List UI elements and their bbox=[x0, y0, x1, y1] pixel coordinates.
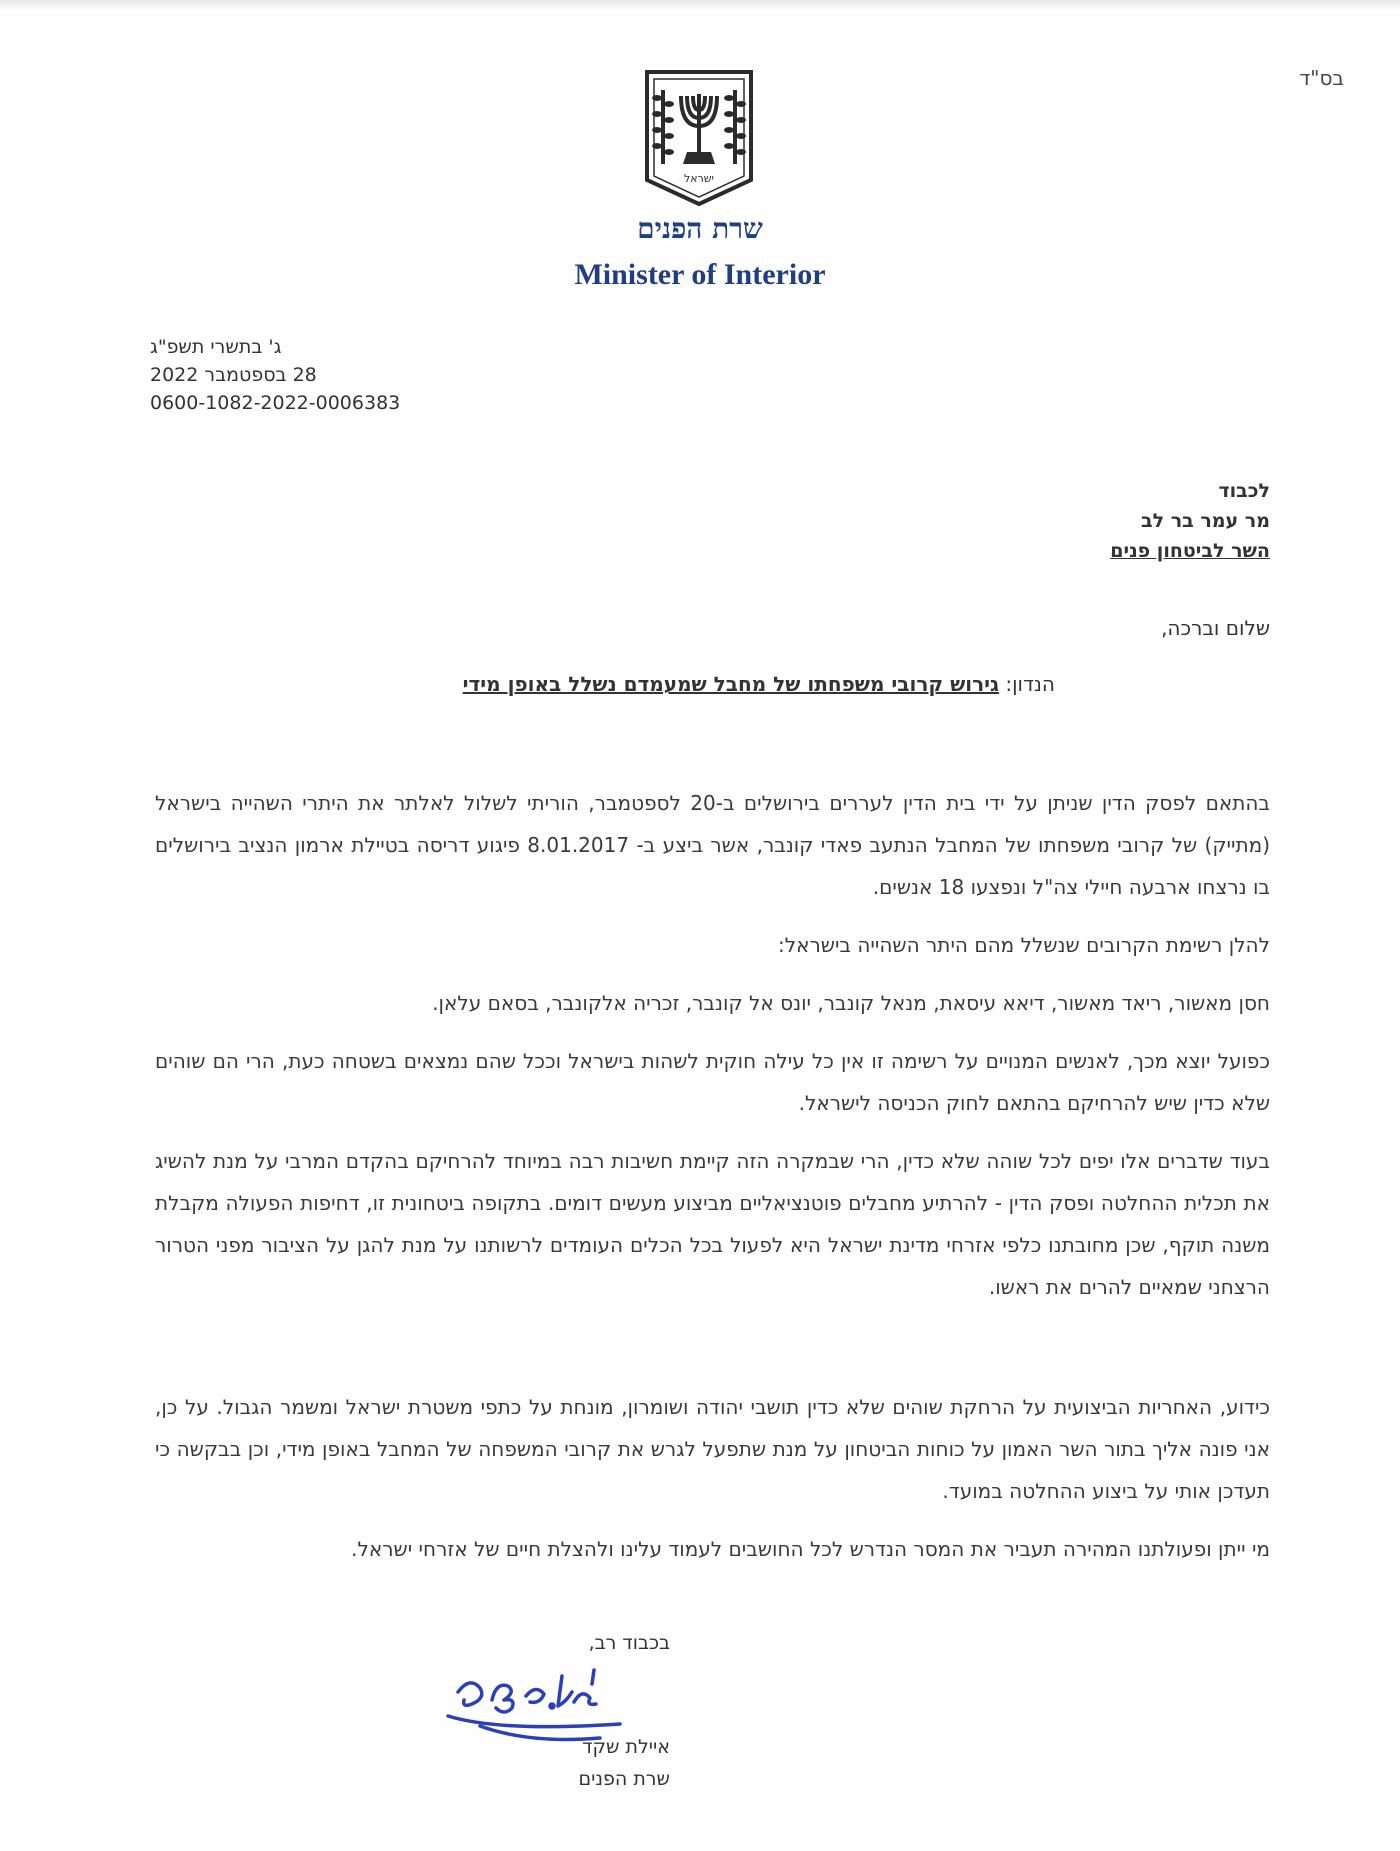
body-paragraph-5: בעוד שדברים אלו יפים לכל שוהה שלא כדין, הרי שבמקרה הזה קיימת חשיבות רבה במיוחד להרחיקם בהקדם המרבי על מנת להשיג את תכלית ההחלטה ופסק הדין - להרתיע מחבלים פוטנציאליים מביצוע מעשים דומים. בתקופה ביטחונית זו, דחיפות הפעולה מקבלת משנה תוקף, שכן מחובתנו כלפי אזרחי מדינת ישראל היא לפעול בכל הכלים העומדים לרשותנו על מנת להגן על הציבור מפני הטרור הרצחני שמאיים להרים את ראשו. bbox=[155, 1149, 1270, 1299]
date-block bbox=[150, 333, 470, 417]
emblem-caption: ישראל bbox=[683, 172, 715, 185]
body-paragraph-7: מי ייתן ופעולתנו המהירה תעביר את המסר הנדרש לכל החושבים לעמוד עלינו ולהצלת חיים של אזרחי ישראל. bbox=[351, 1537, 1270, 1561]
signer-title: שרת הפנים bbox=[578, 1768, 670, 1790]
page-top-shadow bbox=[0, 0, 1400, 10]
addressee-line-2: מר עמר בר לב bbox=[1141, 510, 1270, 532]
body-paragraph-6: כידוע, האחריות הביצועית על הרחקת שוהים שלא כדין תושבי יהודה ושומרון, מונחת על כתפי משטרת ישראל ומשמר הגבול. על כן, אני פונה אליך בתור השר האמון על כוחות הביטחון על מנת שתפעל לגרש את קרובי המשפחה של המחבל באופן מידי, וכן בבקשה כי תעדכן אותי על ביצוע ההחלטה במועד. bbox=[155, 1395, 1270, 1503]
ministry-name-hebrew: שרת הפנים bbox=[637, 212, 763, 245]
subject-line bbox=[463, 672, 1055, 696]
subject-text: גירוש קרובי משפחתו של מחבל שמעמדם נשלל באופן מידי bbox=[462, 672, 999, 696]
letter-body bbox=[155, 782, 1270, 1586]
subject-label: הנדון: bbox=[1005, 672, 1055, 696]
addressee-line-1: לכבוד bbox=[1218, 480, 1270, 502]
body-paragraph-4: כפועל יוצא מכך, לאנשים המנויים על רשימה זו אין כל עילה חוקית לשהות בישראל וככל שהם נמצאים בשטחה כעת, הרי הם שוהים שלא כדין שיש להרחיקם בהתאם לחוק הכניסה לישראל. bbox=[155, 1049, 1270, 1115]
greeting: שלום וברכה, bbox=[1161, 616, 1270, 640]
body-paragraph-1: בהתאם לפסק הדין שניתן על ידי בית הדין לעררים בירושלים ב-20 לספטמבר, הוריתי לשלול לאלתר את היתרי השהייה בישראל (מתייק) של קרובי משפחתו של המחבל הנתעב פאדי קונבר, אשר ביצע ב- 8.01.2017 פיגוע דריסה בטיילת ארמון הנציב בירושלים בו נרצחו ארבעה חיילי צה"ל ונפצעו 18 אנשים. bbox=[155, 791, 1271, 899]
ministry-name-english: Minister of Interior bbox=[574, 258, 826, 291]
state-of-israel-emblem-icon bbox=[641, 68, 757, 208]
closing-salutation: בכבוד רב, bbox=[588, 1632, 670, 1654]
reference-number: 0600-1082-2022-0006383 bbox=[150, 392, 401, 414]
body-paragraph-2: להלן רשימת הקרובים שנשלל מהם היתר השהייה בישראל: bbox=[778, 933, 1270, 957]
addressee-block bbox=[870, 476, 1270, 566]
addressee-line-3: השר לביטחון פנים bbox=[1110, 540, 1270, 562]
signer-name: איילת שקד bbox=[582, 1736, 670, 1758]
hebrew-date: ג' בתשרי תשפ"ג bbox=[150, 336, 282, 358]
body-paragraph-3: חסן מאשור, ריאד מאשור, דיאא עיסאת, מנאל קונבר, יונס אל קונבר, זכריה אלקונבר, בסאם עלאן. bbox=[432, 991, 1270, 1015]
corner-mark: בס"ד bbox=[1299, 66, 1344, 90]
gregorian-date: 28 בספטמבר 2022 bbox=[150, 364, 317, 386]
